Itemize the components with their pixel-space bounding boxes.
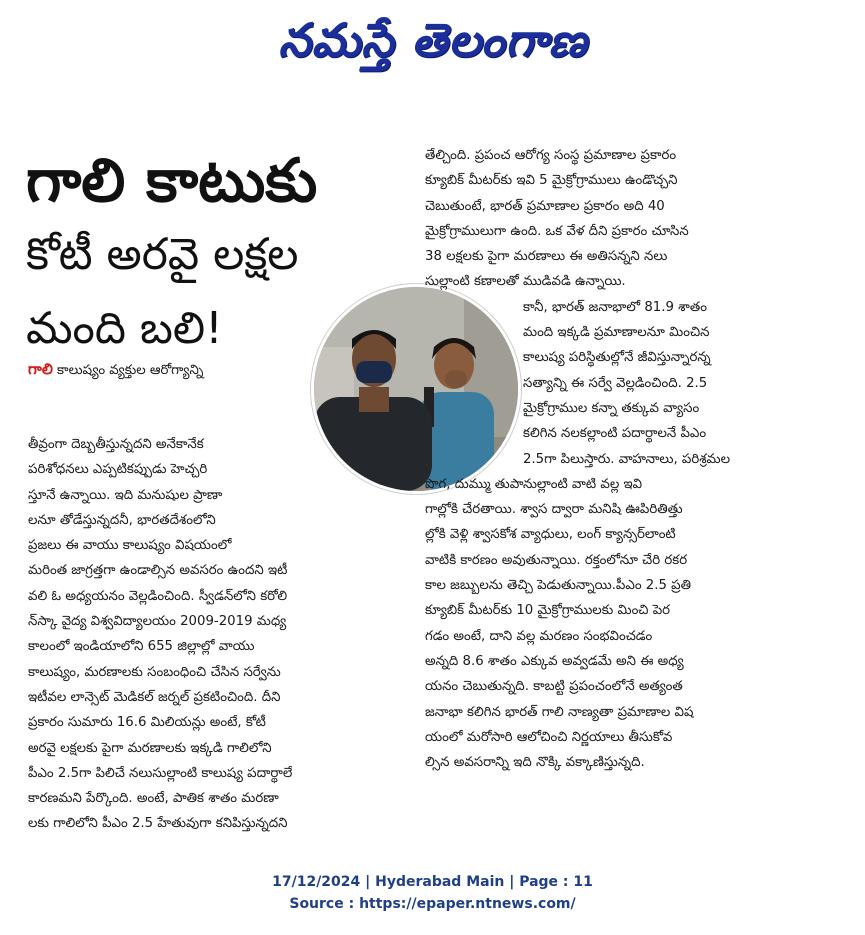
article-line: పరిశోధనలు ఎప్పటికప్పుడు హెచ్చరి — [28, 462, 208, 478]
headline-line-1: గాలి కాటుకు — [26, 146, 318, 216]
article-line: 2.5గా పిలుస్తారు. వాహనాలు, పరిశ్రమల — [523, 451, 731, 467]
article-line: 38 లక్షలకు పైగా మరణాలు ఈ అతిసన్నని నలు — [425, 249, 668, 265]
article-line: స్తూనే ఉన్నాయి. ఇది మనుషుల ప్రాణా — [28, 487, 223, 503]
footer-date-edition-page: 17/12/2024 | Hyderabad Main | Page : 11 — [272, 874, 593, 890]
article-line: ప్రజలు ఈ వాయు కాలుష్యం విషయంలో — [28, 538, 232, 554]
article-line: కానీ, భారత్ జనాభాలో 81.9 శాతం — [523, 299, 707, 315]
article-line: ప్రకారం సుమారు 16.6 మిలియన్లు అంటే, కోటీ — [28, 715, 266, 731]
article-line: అరవై లక్షలకు పైగా మరణాలకు ఇక్కడి గాలిలోని — [28, 740, 272, 756]
article-line: తేల్చింది. ప్రపంచ ఆరోగ్య సంస్థ ప్రమాణాల ప్రకారం — [425, 148, 677, 163]
article-line: మైక్రోగ్రాములుగా ఉంది. ఒక వేళ దీని ప్రకారం చూసిన — [425, 223, 689, 239]
headline-line-2: కోటీ అరవై లక్షల — [26, 229, 299, 280]
article-first-line — [28, 357, 203, 383]
article-dropcap: గాలి — [28, 360, 53, 378]
article-line: ల్లోకి వెళ్లి శ్వాసకోశ వ్యాధులు, లంగ్ క్యాన్సర్‌లాంటి — [425, 527, 676, 543]
article-line: సత్యాన్ని ఈ సర్వే వెల్లడించింది. 2.5 — [523, 375, 708, 391]
article-line: గాల్లోకి చేరతాయి. శ్వాస ద్వారా మనిషి ఊపిరితిత్తు — [425, 502, 683, 518]
article-line: యనం చెబుతున్నది. కాబట్టి ప్రపంచంలోనే అత్యంత — [425, 679, 683, 695]
article-line: మంది ఇక్కడి ప్రమాణాలనూ మించిన — [523, 325, 710, 341]
article-line: మైక్రోగ్రాముల కన్నా తక్కువ వ్యాసం — [523, 400, 700, 416]
article-line: కాలుష్య పరిస్థితుల్లోనే జీవిస్తున్నారన్న — [523, 350, 711, 366]
article-left-column — [28, 432, 408, 837]
article-line: అన్నది 8.6 శాతం ఎక్కువ అవ్వడమే అని ఈ అధ్య — [425, 653, 684, 669]
article-line: పొగ, దుమ్ము తుపానుల్లాంటి వాటి వల్ల ఇవి — [425, 476, 643, 492]
article-line: గడం అంటే, దాని వల్ల మరణం సంభవించడం — [425, 628, 653, 644]
article-line: వలి ఓ అధ్యయనం వెల్లడించింది. స్వీడన్‌లోని కరోలి — [28, 588, 288, 604]
article-line: సుల్లాంటి కణాలతో ముడివడి ఉన్నాయి. — [425, 274, 626, 290]
newspaper-masthead: నమస్తే తెలంగాణ — [278, 13, 588, 67]
article-first-line-text: కాలుష్యం వ్యక్తుల ఆరోగ్యాన్ని — [57, 363, 204, 378]
article-line: యంలో మరోసారి ఆలోచించి నిర్ణయాలు తీసుకోవ — [425, 729, 673, 745]
footer-source-link[interactable]: Source : https://epaper.ntnews.com/ — [289, 896, 576, 912]
article-line: క్యూబిక్ మీటర్‌కు 10 మైక్రోగ్రాములకు మించి పెర — [425, 603, 671, 619]
article-line: ల్సిన అవసరాన్ని ఇది నొక్కి వక్కాణిస్తున్నది. — [425, 755, 645, 771]
headline-line-3: మంది బలి! — [26, 303, 223, 354]
article-line: పీఎం 2.5గా పిలిచే నలుసుల్లాంటి కాలుష్య పదార్థాలే — [28, 765, 293, 781]
article-line: లనూ తోడేస్తున్నదనీ, భారతదేశంలోని — [28, 512, 216, 528]
article-line: కలిగిన నలకల్లాంటి పదార్థాలనే పీఎం — [523, 426, 707, 442]
article-line: చెబుతుంటే, భారత్ ప్రమాణాల ప్రకారం అది 40 — [425, 198, 665, 214]
article-line: క్యూబిక్ మీటర్‌కు ఇవి 5 మైక్రోగ్రాములు ఉండొచ్చని — [425, 173, 678, 189]
article-line: మరింత జాగ్రత్తగా ఉండాల్సిన అవసరం ఉందని ఇటీ — [28, 563, 288, 579]
article-line: లకు గాలిలోని పీఎం 2.5 హేతువుగా కనిపిస్తున్నదని — [28, 816, 288, 832]
article-line: కాల జబ్బులను తెచ్చి పెడుతున్నాయి.పీఎం 2.5 ప్రతి — [425, 578, 692, 594]
article-line: జనాభా కలిగిన భారత్ గాలి నాణ్యతా ప్రమాణాల విష — [425, 704, 694, 720]
article-line: తీవ్రంగా దెబ్బతీస్తున్నదని అనేకానేక — [28, 437, 204, 452]
article-line: కాలంలో ఇండియాలోని 655 జిల్లాల్లో వాయు — [28, 639, 255, 655]
article-line: కాలుష్యం, మరణాలకు సంబంధించి చేసిన సర్వేను — [28, 664, 281, 680]
article-line: న్‌స్కా వైద్య విశ్వవిద్యాలయం 2009-2019 మధ్య — [28, 614, 287, 630]
article-line: వాటికి కారణం అవుతున్నాయి. రక్తంలోనూ చేరి రకర — [425, 552, 688, 568]
article-line: ఇటీవల లాన్సెట్ మెడికల్ జర్నల్ ప్రకటించింది. దీని — [28, 689, 281, 705]
article-line: కారణమని పేర్కొంది. అంటే, పాతిక శాతం మరణా — [28, 791, 279, 807]
article-right-column — [425, 143, 833, 775]
